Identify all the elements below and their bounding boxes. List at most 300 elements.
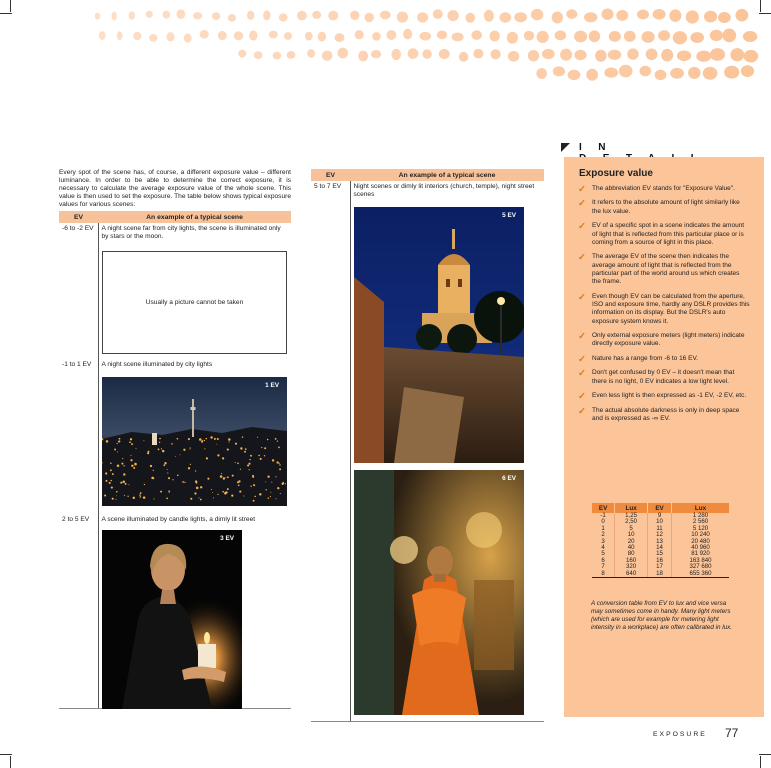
- city-light: [249, 459, 250, 460]
- splatter-dot: [604, 68, 618, 78]
- splatter-dot: [408, 48, 419, 59]
- city-light: [160, 491, 162, 493]
- table-cell: 5: [615, 526, 648, 532]
- city-light: [265, 489, 266, 490]
- city-light: [118, 441, 119, 442]
- city-light: [268, 497, 269, 498]
- city-light: [133, 467, 135, 469]
- list-item: [578, 355, 750, 363]
- city-light: [254, 496, 256, 498]
- table-cell: -1: [592, 513, 615, 519]
- checkmark-icon: ✓: [578, 368, 586, 380]
- splatter-dot: [228, 14, 236, 22]
- city-light: [220, 475, 223, 478]
- bullet-text: Even less light is then expressed as -1 EV, -2 EV, etc.: [592, 392, 747, 400]
- splatter-dot: [471, 30, 482, 40]
- city-light: [216, 444, 217, 445]
- splatter-dot: [358, 51, 368, 62]
- city-light: [244, 451, 246, 453]
- table-cell: 0: [592, 519, 615, 525]
- decorative-splatter: [0, 0, 771, 90]
- city-light: [164, 462, 166, 464]
- splatter-dot: [670, 68, 684, 79]
- city-light: [111, 487, 113, 489]
- splatter-dot: [193, 12, 202, 19]
- city-light: [110, 480, 112, 482]
- city-light: [212, 492, 213, 493]
- table-cell: 40: [615, 545, 648, 551]
- night-city-image: [102, 377, 287, 506]
- scene-description: A scene illuminated by candle lights, a dimly lit street: [98, 514, 291, 708]
- city-light: [127, 496, 128, 497]
- city-light: [140, 492, 142, 494]
- splatter-dot: [380, 11, 391, 20]
- city-light: [171, 443, 173, 445]
- city-light: [238, 484, 240, 486]
- table-cell: 17: [648, 564, 672, 570]
- city-light: [182, 481, 184, 483]
- city-light: [148, 451, 150, 453]
- in-detail-title: IN: [579, 142, 622, 153]
- city-light: [167, 473, 168, 474]
- photo-monk-temple: [354, 470, 524, 715]
- city-light: [227, 476, 229, 478]
- city-light: [252, 476, 254, 478]
- city-light: [225, 491, 227, 493]
- splatter-dot: [387, 30, 397, 40]
- city-light: [110, 469, 112, 471]
- bullet-text: The abbreviation EV stands for "Exposure Value".: [592, 185, 735, 192]
- city-light: [270, 492, 271, 493]
- splatter-dot: [642, 31, 655, 43]
- city-light: [105, 472, 107, 474]
- bullet-text: It refers to the absolute amount of light similarly like the lux value.: [592, 199, 740, 215]
- city-light: [110, 462, 111, 463]
- city-light: [115, 499, 116, 500]
- checkmark-icon: ✓: [578, 331, 586, 343]
- city-light: [277, 440, 278, 441]
- city-light: [123, 480, 126, 483]
- city-light: [228, 441, 229, 442]
- in-detail-heading: [561, 142, 767, 155]
- splatter-dot: [112, 12, 117, 21]
- sidebar-title: Exposure value: [579, 168, 653, 179]
- city-light: [194, 492, 196, 494]
- city-light: [189, 448, 190, 449]
- city-light: [213, 497, 214, 498]
- splatter-dot: [312, 11, 321, 19]
- city-light: [239, 491, 241, 493]
- splatter-dot: [133, 32, 141, 40]
- table-cell: 1: [592, 526, 615, 532]
- city-light: [184, 482, 185, 483]
- splatter-dot: [273, 52, 282, 60]
- city-light: [196, 482, 198, 484]
- splatter-dot: [703, 67, 718, 80]
- city-light: [204, 448, 205, 449]
- table-cell: 6: [592, 558, 615, 564]
- city-light: [249, 469, 250, 470]
- list-item: [578, 332, 750, 349]
- city-light: [267, 476, 269, 478]
- city-light: [117, 443, 118, 444]
- city-light: [143, 496, 146, 499]
- ev-tag: 1 EV: [265, 382, 279, 389]
- triangle-marker-icon: [561, 143, 570, 152]
- list-item: [578, 407, 750, 424]
- city-light: [200, 486, 202, 488]
- splatter-dot: [531, 9, 543, 20]
- city-light: [276, 461, 278, 463]
- city-light: [272, 459, 274, 461]
- ev-tag: 5 EV: [502, 212, 516, 219]
- table-cell: 655 360: [672, 571, 729, 578]
- splatter-dot: [536, 68, 547, 79]
- splatter-dot: [542, 49, 555, 59]
- splatter-dot: [661, 49, 673, 62]
- city-light: [214, 438, 216, 440]
- column-header: EV: [592, 503, 615, 513]
- candle-portrait-image: [102, 530, 242, 709]
- splatter-dot: [602, 9, 614, 20]
- splatter-dot: [307, 49, 315, 58]
- splatter-dot: [328, 11, 338, 21]
- city-light: [112, 498, 114, 500]
- city-light: [109, 482, 111, 484]
- scene-description: A night scene illuminated by city lights: [101, 361, 213, 368]
- city-light: [235, 462, 236, 463]
- city-light: [279, 464, 280, 465]
- splatter-dot: [149, 34, 157, 42]
- city-light: [204, 440, 205, 441]
- splatter-dot: [637, 10, 649, 20]
- splatter-dot: [560, 49, 572, 61]
- splatter-dot: [391, 49, 401, 60]
- splatter-dot: [452, 33, 464, 42]
- splatter-dot: [249, 30, 257, 40]
- table-cell: 40 960: [691, 544, 710, 552]
- city-light: [240, 469, 241, 470]
- crop-mark: [760, 756, 761, 768]
- table-cell: 20 480: [691, 537, 710, 545]
- splatter-dot: [655, 70, 667, 80]
- city-light: [128, 484, 129, 485]
- city-light: [222, 491, 224, 493]
- city-light: [134, 463, 137, 466]
- table-cell: 160: [615, 558, 648, 564]
- list-item: [578, 253, 750, 286]
- splatter-dot: [500, 12, 512, 22]
- splatter-dot: [568, 70, 581, 80]
- photo-candle-portrait: [102, 530, 242, 709]
- checkmark-icon: ✓: [578, 353, 586, 365]
- splatter-dot: [555, 30, 567, 40]
- splatter-dot: [744, 50, 759, 63]
- table-cell: 81 920: [691, 550, 710, 558]
- table-cell: 9: [648, 513, 672, 519]
- city-light: [105, 480, 107, 482]
- city-light: [131, 465, 133, 467]
- city-light: [277, 487, 279, 489]
- table-cell: 8: [592, 571, 615, 578]
- column-header-example: An example of a typical scene: [350, 169, 544, 181]
- list-item: [578, 391, 750, 403]
- city-light: [159, 438, 161, 440]
- city-light: [222, 457, 224, 459]
- city-light: [261, 447, 262, 448]
- city-light: [265, 481, 266, 482]
- city-light: [169, 492, 170, 493]
- splatter-dot: [608, 50, 622, 60]
- city-light: [117, 451, 118, 452]
- splatter-dot: [305, 32, 313, 41]
- table-cell: 10: [615, 532, 648, 538]
- list-item: [578, 369, 750, 386]
- splatter-dot: [459, 52, 469, 62]
- city-light: [258, 455, 260, 457]
- bullet-text: Only external exposure meters (light meters) indicate directly exposure value.: [592, 332, 745, 348]
- city-light: [180, 454, 181, 455]
- city-light: [260, 458, 262, 460]
- splatter-dot: [574, 31, 587, 43]
- city-light: [167, 469, 168, 470]
- splatter-dot: [724, 66, 739, 79]
- city-light: [183, 449, 185, 451]
- city-light: [147, 452, 149, 454]
- splatter-dot: [616, 10, 628, 21]
- city-light: [168, 490, 170, 492]
- splatter-dot: [238, 50, 246, 58]
- splatter-dot: [350, 11, 359, 20]
- city-light: [227, 449, 229, 451]
- city-light: [114, 449, 116, 451]
- splatter-dot: [433, 9, 443, 19]
- city-light: [143, 440, 144, 441]
- splatter-dot: [422, 49, 431, 58]
- splatter-dot: [646, 49, 658, 61]
- city-light: [221, 473, 222, 474]
- splatter-dot: [704, 11, 717, 23]
- city-light: [253, 500, 255, 502]
- city-light: [119, 438, 121, 440]
- city-light: [104, 494, 106, 496]
- table-cell: 13: [648, 539, 672, 545]
- splatter-dot: [524, 31, 534, 41]
- splatter-dot: [595, 50, 607, 62]
- splatter-dot: [690, 32, 704, 43]
- city-light: [106, 440, 109, 443]
- splatter-dot: [417, 12, 428, 22]
- church-night-image: [354, 207, 524, 463]
- city-light: [217, 454, 219, 456]
- table-row: [592, 571, 729, 578]
- splatter-dot: [584, 12, 597, 22]
- splatter-dot: [609, 31, 621, 42]
- splatter-dot: [212, 12, 220, 20]
- table-cell: 4: [592, 545, 615, 551]
- city-light: [151, 477, 154, 480]
- city-light: [228, 438, 231, 441]
- splatter-dot: [254, 51, 263, 59]
- splatter-dot: [318, 32, 326, 42]
- crop-mark: [0, 754, 12, 755]
- splatter-dot: [473, 49, 483, 59]
- splatter-dot: [586, 69, 598, 81]
- checkmark-icon: ✓: [578, 391, 586, 403]
- splatter-dot: [218, 31, 227, 40]
- city-light: [237, 462, 239, 464]
- city-light: [278, 447, 280, 449]
- splatter-dot: [439, 49, 450, 59]
- splatter-dot: [284, 32, 292, 40]
- ev-tag: 3 EV: [220, 535, 234, 542]
- city-light: [280, 493, 281, 494]
- checkmark-icon: ✓: [578, 198, 586, 210]
- city-light: [264, 447, 266, 449]
- splatter-dot: [574, 50, 586, 60]
- splatter-dot: [553, 66, 565, 76]
- table-cell: 10: [648, 519, 672, 525]
- splatter-dot: [653, 9, 666, 20]
- bullet-text: Don't get confused by 0 EV – it doesn't mean that there is no light, 0 EV indicates a low light level.: [592, 369, 735, 385]
- splatter-dot: [743, 31, 757, 42]
- city-light: [129, 441, 131, 443]
- city-light: [206, 438, 207, 439]
- monk-temple-image: [354, 470, 524, 715]
- splatter-dot: [129, 11, 135, 20]
- list-item: [578, 293, 750, 326]
- list-item: [578, 199, 750, 216]
- splatter-dot: [490, 31, 500, 42]
- table-cell: 20: [615, 539, 648, 545]
- city-light: [117, 465, 120, 468]
- city-light: [159, 442, 160, 443]
- city-light: [130, 455, 131, 456]
- splatter-dot: [355, 30, 364, 39]
- table-cell: 15: [648, 551, 672, 557]
- table-cell: 5 120: [692, 524, 709, 532]
- city-light: [259, 493, 261, 495]
- city-light: [217, 494, 218, 495]
- scene-description: A night scene far from city lights, the scene is illuminated only by stars or the moon.: [101, 225, 281, 240]
- column-header: EV: [648, 503, 672, 513]
- bullet-text: Even though EV can be calculated from the aperture, ISO and exposure time, hardly any DSLR provides this information on its display. But the DSLR's auto exposure system knows it.: [592, 292, 750, 325]
- city-light: [240, 447, 242, 449]
- city-light: [123, 473, 125, 475]
- splatter-dot: [640, 66, 652, 77]
- splatter-dot: [95, 13, 100, 20]
- city-light: [154, 498, 155, 499]
- city-light: [198, 497, 199, 498]
- city-light: [144, 484, 145, 485]
- scene-description: Night scenes or dimly lit interiors (church, temple), night street scenes: [350, 181, 544, 721]
- column-header: Lux: [672, 503, 729, 513]
- splatter-dot: [537, 31, 549, 43]
- bullet-text: The average EV of the scene then indicates the average amount of light that is reflected from the particular part of the world around us which creates the frame.: [592, 253, 740, 286]
- city-light: [225, 477, 226, 478]
- checkmark-icon: ✓: [578, 252, 586, 264]
- city-light: [188, 467, 190, 469]
- checkmark-icon: ✓: [578, 221, 586, 233]
- checkmark-icon: ✓: [578, 291, 586, 303]
- table-cell: 14: [648, 545, 672, 551]
- splatter-dot: [673, 31, 687, 44]
- list-item: [578, 222, 750, 247]
- splatter-dot: [677, 51, 691, 62]
- crop-mark: [759, 754, 771, 755]
- splatter-dot: [741, 65, 754, 77]
- city-light: [196, 487, 199, 490]
- splatter-dot: [688, 67, 700, 79]
- splatter-dot: [566, 9, 577, 19]
- city-light: [207, 478, 209, 480]
- city-light: [275, 476, 276, 477]
- city-light: [161, 448, 162, 449]
- no-picture-placeholder: Usually a picture cannot be taken: [102, 251, 287, 354]
- column-header: Lux: [615, 503, 648, 513]
- splatter-dot: [403, 29, 412, 40]
- splatter-dot: [146, 11, 153, 18]
- splatter-dot: [658, 30, 670, 41]
- splatter-dot: [736, 9, 749, 22]
- splatter-dot: [117, 31, 123, 40]
- checkmark-icon: ✓: [578, 184, 586, 195]
- splatter-dot: [184, 33, 192, 42]
- table-cell: 80: [615, 551, 648, 557]
- splatter-dot: [99, 31, 106, 40]
- table-cell: 11: [648, 526, 672, 532]
- splatter-dot: [397, 12, 408, 23]
- city-light: [232, 475, 234, 477]
- splatter-dot: [718, 12, 731, 23]
- city-light: [199, 438, 202, 441]
- splatter-dot: [696, 51, 711, 62]
- city-light: [231, 494, 233, 496]
- city-light: [253, 484, 255, 486]
- city-light: [116, 495, 117, 496]
- table-cell: 2,50: [615, 519, 648, 525]
- city-light: [235, 443, 237, 445]
- splatter-dot: [269, 31, 278, 39]
- city-light: [190, 464, 191, 465]
- splatter-dot: [372, 32, 381, 41]
- city-light: [271, 482, 272, 483]
- table-cell: 16: [648, 558, 672, 564]
- city-light: [248, 463, 250, 465]
- table-cell: 1,25: [615, 513, 648, 519]
- splatter-dot: [552, 12, 563, 24]
- photo-night-city: [102, 377, 287, 506]
- city-light: [168, 477, 170, 479]
- city-light: [150, 465, 152, 467]
- city-light: [131, 443, 133, 445]
- city-light: [257, 437, 258, 438]
- city-light: [211, 489, 212, 490]
- ev-range: -6 to -2 EV: [59, 223, 98, 359]
- splatter-dot: [263, 10, 270, 20]
- splatter-dot: [420, 32, 432, 41]
- city-light: [153, 470, 154, 471]
- splatter-dot: [669, 9, 681, 22]
- splatter-dot: [491, 49, 501, 59]
- city-light: [276, 498, 277, 499]
- splatter-dot: [710, 48, 725, 61]
- table-cell: 2: [592, 532, 615, 538]
- table-cell: 18: [648, 571, 672, 578]
- checkmark-icon: ✓: [578, 405, 586, 417]
- splatter-dot: [710, 30, 723, 41]
- splatter-dot: [166, 32, 174, 41]
